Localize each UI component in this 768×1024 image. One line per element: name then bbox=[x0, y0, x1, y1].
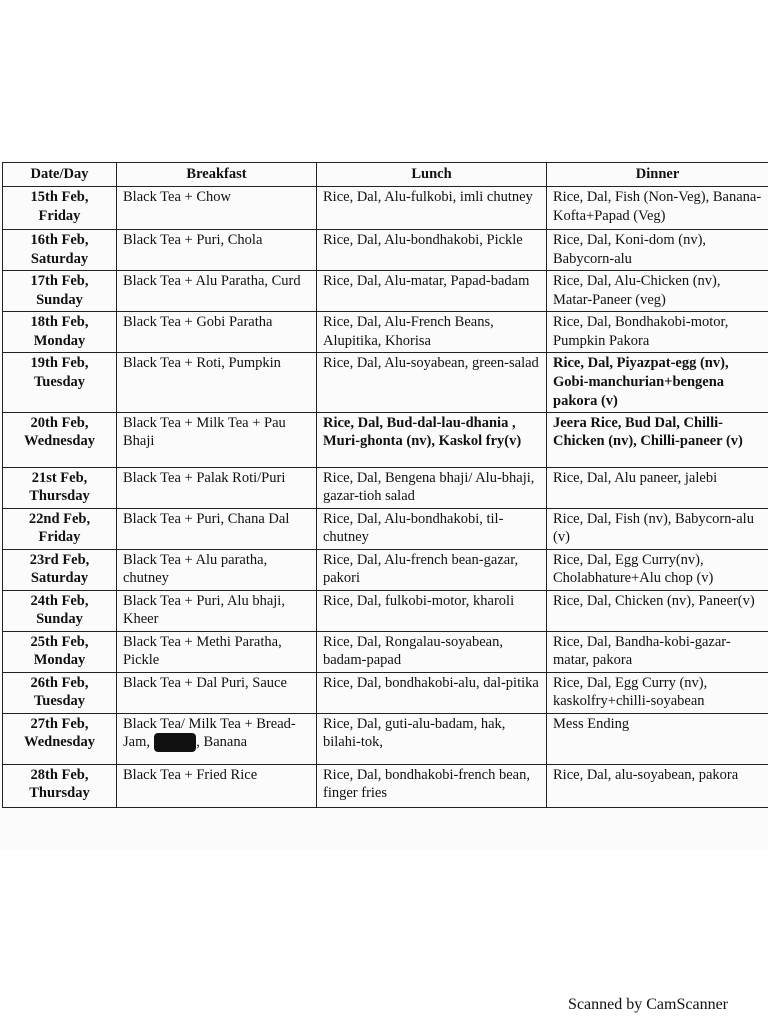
header-lunch: Lunch bbox=[317, 163, 547, 187]
date-text: 28th Feb, bbox=[30, 766, 89, 783]
lunch-cell: Rice, Dal, Bengena bhaji/ Alu-bhaji, gazar-tioh salad bbox=[317, 467, 547, 508]
dinner-cell: Jeera Rice, Bud Dal, Chilli-Chicken (nv), Chilli-paneer (v) bbox=[547, 412, 768, 467]
date-text: 15th Feb, bbox=[30, 189, 89, 205]
date-text: 21st Feb, bbox=[31, 469, 88, 486]
dinner-cell: Rice, Dal, Egg Curry (nv), kaskolfry+chilli-soyabean bbox=[547, 672, 768, 713]
table-row bbox=[3, 508, 768, 549]
table-row bbox=[3, 590, 768, 631]
breakfast-cell: Black Tea + Methi Paratha, Pickle bbox=[117, 631, 317, 672]
header-row bbox=[3, 163, 768, 187]
lunch-cell: Rice, Dal, bondhakobi-french bean, finger fries bbox=[317, 764, 547, 807]
date-text: 17th Feb, bbox=[30, 273, 89, 289]
dinner-cell: Rice, Dal, Chicken (nv), Paneer(v) bbox=[547, 590, 768, 631]
table-row bbox=[3, 412, 768, 467]
date-text: 24th Feb, bbox=[30, 592, 89, 609]
day-text: Sunday bbox=[36, 291, 83, 308]
breakfast-cell: Black Tea + Milk Tea + Pau Bhaji bbox=[117, 412, 317, 467]
table-row bbox=[3, 230, 768, 271]
mess-menu-table bbox=[2, 162, 768, 808]
day-text: Monday bbox=[33, 652, 86, 669]
table-row bbox=[3, 353, 768, 413]
lunch-cell: Rice, Dal, Alu-soyabean, green-salad bbox=[317, 353, 547, 413]
lunch-cell: Rice, Dal, fulkobi-motor, kharoli bbox=[317, 590, 547, 631]
date-cell bbox=[3, 467, 117, 508]
date-cell bbox=[3, 353, 117, 413]
day-text: Friday bbox=[38, 529, 81, 546]
date-cell bbox=[3, 230, 117, 271]
date-text: 16th Feb, bbox=[30, 232, 89, 248]
date-cell bbox=[3, 764, 117, 807]
dinner-cell: Rice, Dal, Piyazpat-egg (nv), Gobi-manchurian+bengena pakora (v) bbox=[547, 353, 768, 413]
dinner-cell: Rice, Dal, Bandha-kobi-gazar-matar, pakora bbox=[547, 631, 768, 672]
lunch-cell: Rice, Dal, guti-alu-badam, hak, bilahi-tok, bbox=[317, 713, 547, 764]
header-date-day: Date/Day bbox=[3, 163, 117, 187]
date-cell bbox=[3, 713, 117, 764]
table-row bbox=[3, 764, 768, 807]
date-text: 27th Feb, bbox=[30, 715, 89, 732]
dinner-cell: Rice, Dal, alu-soyabean, pakora bbox=[547, 764, 768, 807]
date-cell bbox=[3, 412, 117, 467]
table-row bbox=[3, 467, 768, 508]
lunch-cell: Rice, Dal, Rongalau-soyabean, badam-papad bbox=[317, 631, 547, 672]
breakfast-cell: Black Tea + Gobi Paratha bbox=[117, 312, 317, 353]
dinner-cell: Mess Ending bbox=[547, 713, 768, 764]
date-text: 23rd Feb, bbox=[29, 551, 90, 568]
day-text: Friday bbox=[38, 207, 81, 224]
header-dinner: Dinner bbox=[547, 163, 768, 187]
day-text: Monday bbox=[33, 332, 86, 349]
date-cell bbox=[3, 631, 117, 672]
lunch-cell: Rice, Dal, Alu-bondhakobi, Pickle bbox=[317, 230, 547, 271]
breakfast-cell: Black Tea + Palak Roti/Puri bbox=[117, 467, 317, 508]
dinner-cell: Rice, Dal, Alu-Chicken (nv), Matar-Paneer (veg) bbox=[547, 271, 768, 312]
date-cell bbox=[3, 672, 117, 713]
date-text: 20th Feb, bbox=[30, 414, 89, 431]
day-text: Tuesday bbox=[33, 373, 86, 390]
day-text: Tuesday bbox=[33, 693, 86, 710]
table-row bbox=[3, 631, 768, 672]
table-row bbox=[3, 549, 768, 590]
breakfast-cell: Black Tea + Puri, Chana Dal bbox=[117, 508, 317, 549]
day-text: Thursday bbox=[29, 488, 90, 505]
breakfast-text-rest: , Banana bbox=[196, 734, 248, 751]
lunch-cell: Rice, Dal, Alu-french bean-gazar, pakori bbox=[317, 549, 547, 590]
date-cell bbox=[3, 508, 117, 549]
dinner-cell: Rice, Dal, Fish (nv), Babycorn-alu (v) bbox=[547, 508, 768, 549]
table-row bbox=[3, 713, 768, 764]
breakfast-cell: Black Tea + Fried Rice bbox=[117, 764, 317, 807]
breakfast-cell: Black Tea + Puri, Alu bhaji, Kheer bbox=[117, 590, 317, 631]
breakfast-cell: Black Tea + Alu Paratha, Curd bbox=[117, 271, 317, 312]
lunch-cell: Rice, Dal, Bud-dal-lau-dhania , Muri-ghonta (nv), Kaskol fry(v) bbox=[317, 412, 547, 467]
date-cell bbox=[3, 549, 117, 590]
date-cell bbox=[3, 590, 117, 631]
breakfast-text: Black Tea/ Milk Tea + Bread-Jam, bbox=[123, 715, 296, 751]
breakfast-cell: Black Tea + Puri, Chola bbox=[117, 230, 317, 271]
table-row bbox=[3, 312, 768, 353]
dinner-cell: Rice, Dal, Egg Curry(nv), Cholabhature+Alu chop (v) bbox=[547, 549, 768, 590]
day-text: Thursday bbox=[29, 785, 90, 802]
breakfast-cell: Black Tea + Chow bbox=[117, 187, 317, 230]
struck-out-text: Orange bbox=[153, 734, 197, 751]
date-text: 18th Feb, bbox=[30, 314, 89, 330]
day-text: Sunday bbox=[36, 611, 83, 628]
date-text: 22nd Feb, bbox=[28, 510, 91, 527]
scanner-watermark: Scanned by CamScanner bbox=[568, 996, 728, 1013]
dinner-cell: Rice, Dal, Fish (Non-Veg), Banana- Kofta+Papad (Veg) bbox=[547, 187, 768, 230]
day-text: Saturday bbox=[30, 570, 89, 587]
day-text: Wednesday bbox=[24, 734, 95, 751]
dinner-cell: Rice, Dal, Alu paneer, jalebi bbox=[547, 467, 768, 508]
dinner-cell: Rice, Dal, Bondhakobi-motor, Pumpkin Pakora bbox=[547, 312, 768, 353]
breakfast-cell: Black Tea + Alu paratha, chutney bbox=[117, 549, 317, 590]
table-row bbox=[3, 672, 768, 713]
lunch-cell: Rice, Dal, Alu-fulkobi, imli chutney bbox=[317, 187, 547, 230]
day-text: Wednesday bbox=[24, 433, 95, 450]
date-cell bbox=[3, 312, 117, 353]
breakfast-cell: Black Tea + Dal Puri, Sauce bbox=[117, 672, 317, 713]
day-text: Saturday bbox=[30, 250, 89, 267]
table-row bbox=[3, 187, 768, 230]
date-text: 25th Feb, bbox=[30, 633, 89, 650]
lunch-cell: Rice, Dal, Alu-bondhakobi, til-chutney bbox=[317, 508, 547, 549]
table-row bbox=[3, 271, 768, 312]
header-breakfast: Breakfast bbox=[117, 163, 317, 187]
lunch-cell: Rice, Dal, Alu-matar, Papad-badam bbox=[317, 271, 547, 312]
dinner-cell: Rice, Dal, Koni-dom (nv), Babycorn-alu bbox=[547, 230, 768, 271]
date-cell bbox=[3, 271, 117, 312]
date-text: 19th Feb, bbox=[30, 355, 89, 371]
breakfast-cell bbox=[117, 713, 317, 764]
lunch-cell: Rice, Dal, bondhakobi-alu, dal-pitika bbox=[317, 672, 547, 713]
breakfast-cell: Black Tea + Roti, Pumpkin bbox=[117, 353, 317, 413]
lunch-cell: Rice, Dal, Alu-French Beans, Alupitika, Khorisa bbox=[317, 312, 547, 353]
date-text: 26th Feb, bbox=[30, 674, 89, 691]
date-cell bbox=[3, 187, 117, 230]
